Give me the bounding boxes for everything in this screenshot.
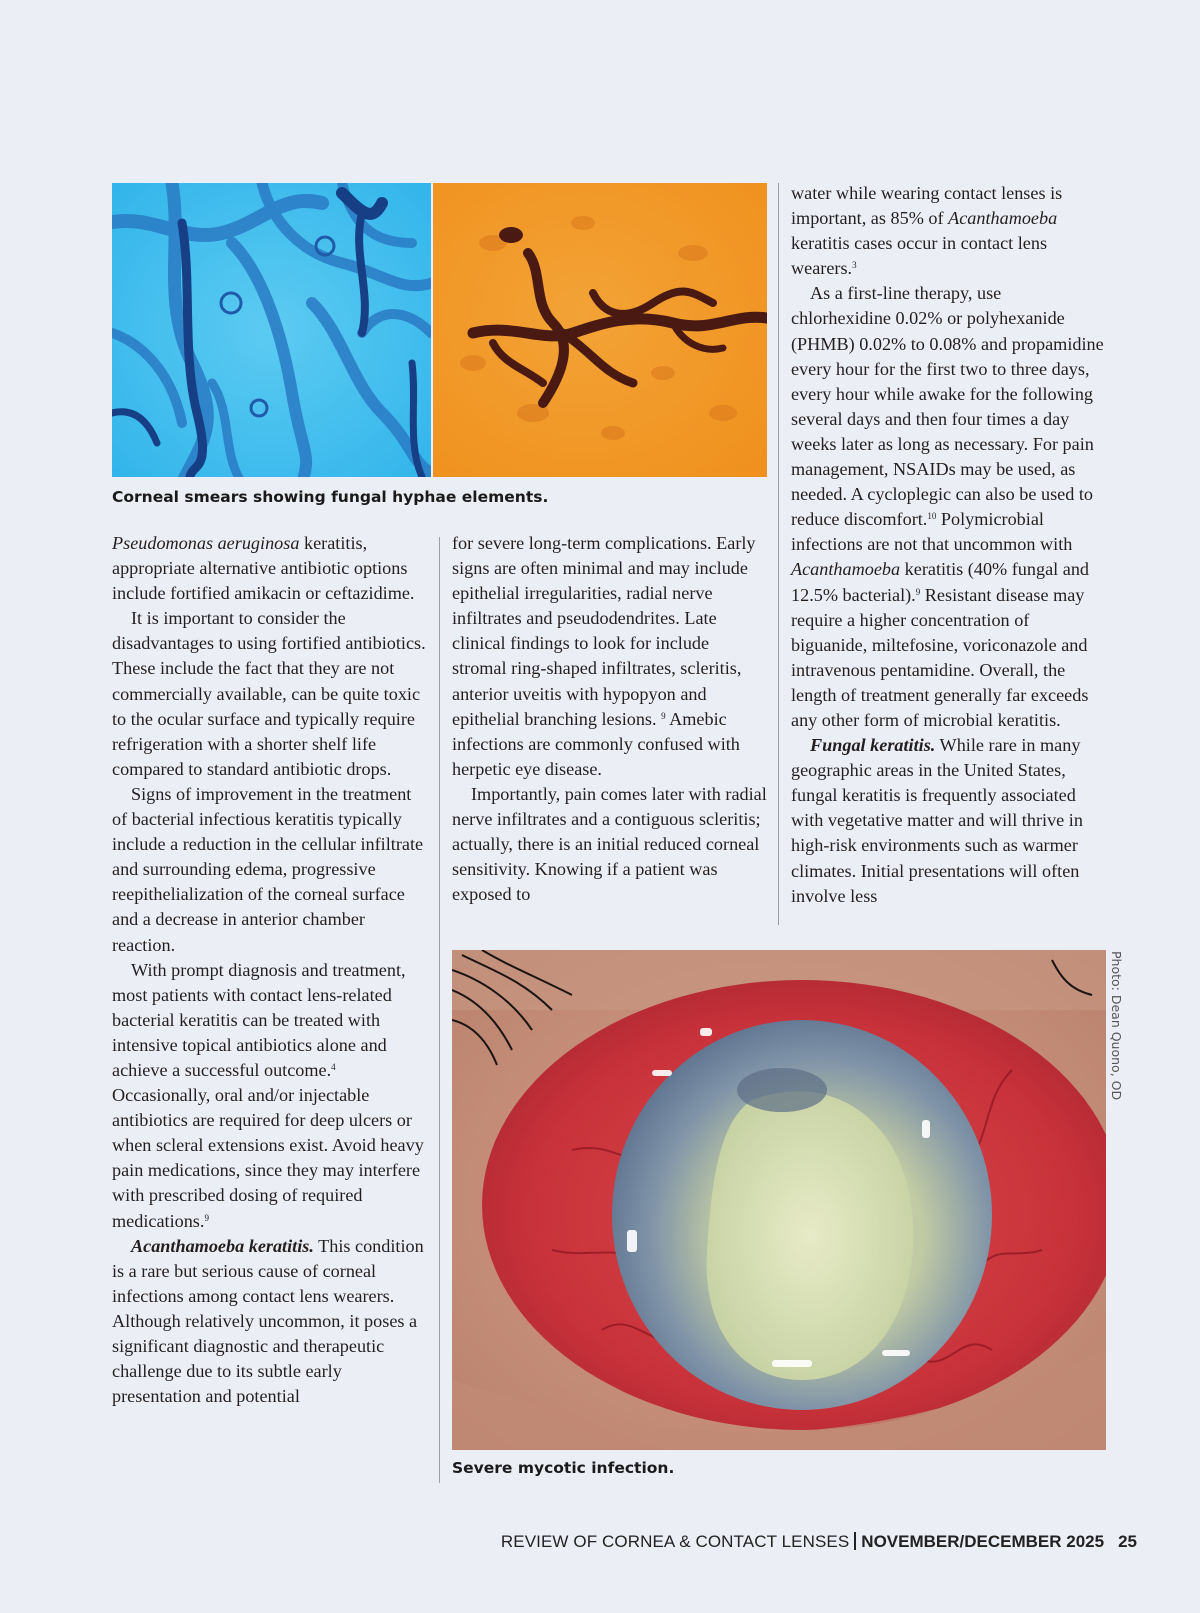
paragraph: With prompt diagnosis and treatment, most patients with contact lens-related bacterial keratitis can be treated with intensive topical antibiotics alone and achieve a successful outcome.$^4$ Occasionally, oral and/or injectable antibiotics are required for deep ulcers or when scleral extensions exist. Avoid heavy pain medications, since they may interfere with prescribed dosing of required medications.$^9$ <box>112 959 424 1231</box>
paragraph: Pseudomonas aeruginosa keratitis, appropriate alternative antibiotic options include fortified amikacin or ceftazidime. <box>112 533 415 604</box>
photo-credit: Photo: Dean Quono, OD <box>1109 951 1124 1101</box>
corneal-smear-blue-image <box>112 183 431 477</box>
publication-name: REVIEW OF CORNEA & CONTACT LENSES <box>500 1532 850 1551</box>
corneal-smear-orange-image <box>433 183 767 477</box>
paragraph: Importantly, pain comes later with radial nerve infiltrates and a contiguous scleritis; actually, there is an initial reduced corneal sensitivity. Knowing if a patient was exposed to <box>452 783 767 905</box>
issue-date: NOVEMBER/DECEMBER 2025 <box>861 1532 1105 1551</box>
smears-caption: Corneal smears showing fungal hyphae elements. <box>112 488 549 506</box>
paragraph: Signs of improvement in the treatment of bacterial infectious keratitis typically include a reduction in the cellular infiltrate and surrounding edema, progressive reepithelialization of the corneal surface and a decrease in anterior chamber reaction. <box>112 783 424 955</box>
section-heading: Acanthamoeba keratitis. <box>131 1235 314 1256</box>
paragraph: Acanthamoeba keratitis. This condition is a rare but serious cause of corneal infections among contact lens wearers. Although relatively uncommon, it poses a significant diagnostic and therapeutic challenge due to its subtle early presentation and potential <box>112 1235 424 1407</box>
reference-marker: 9 <box>204 1212 209 1223</box>
body-column-2 <box>452 531 768 907</box>
paragraph: It is important to consider the disadvantages to using fortified antibiotics. These include the fact that they are not commercially available, can be quite toxic to the ocular surface and typically require refrigeration with a shorter shelf life compared to standard antibiotic drops. <box>112 608 426 779</box>
body-column-1 <box>112 531 429 1409</box>
paragraph: water while wearing contact lenses is important, as 85% of Acanthamoeba keratitis cases occur in contact lens wearers.$^3$ <box>791 183 1063 279</box>
paragraph: As a first-line therapy, use chlorhexidine 0.02% or polyhexanide (PHMB) 0.02% to 0.08% and propamidine every hour for the first two to three days, every hour while awake for the following several days and then four times a day weeks later as long as necessary. For pain management, NSAIDs may be used, as needed. A cycloplegic can also be used to reduce discomfort.$^{10}$ Polymicrobial infections are not that uncommon with Acanthamoeba keratitis (40% fungal and 12.5% bacterial).$^9$ Resistant disease may require a higher concentration of biguanide, miltefosine, voriconazole and intravenous pentamidine. Overall, the length of treatment generally far exceeds any other form of microbial keratitis. <box>791 283 1104 730</box>
paragraph: for severe long-term complications. Early signs are often minimal and may include epithelial irregularities, radial nerve infiltrates and pseudodendrites. Late clinical findings to look for include stromal ring-shaped infiltrates, scleritis, anterior uveitis with hypopyon and epithelial branching lesions. $^9$ Amebic infections are commonly confused with herpetic eye disease. <box>452 533 756 779</box>
section-heading: Fungal keratitis. <box>810 735 936 756</box>
column-rule-2 <box>778 183 779 925</box>
reference-marker: 10 <box>927 511 937 522</box>
page-footer <box>501 1532 1137 1552</box>
column-rule-1 <box>439 537 440 1483</box>
page-number: 25 <box>1118 1532 1137 1551</box>
mycotic-infection-eye-image <box>452 950 1106 1450</box>
paragraph: Fungal keratitis. While rare in many geographic areas in the United States, fungal keratitis is frequently associated with vegetative matter and will thrive in high-risk environments such as warmer climates. Initial presentations will often involve less <box>791 735 1083 906</box>
reference-marker: 3 <box>852 260 857 271</box>
reference-marker: 9 <box>661 710 666 721</box>
reference-marker: 9 <box>915 586 921 597</box>
reference-marker: 4 <box>331 1061 336 1072</box>
footer-divider <box>854 1532 856 1550</box>
eye-caption: Severe mycotic infection. <box>452 1459 675 1477</box>
body-column-3 <box>791 181 1104 909</box>
